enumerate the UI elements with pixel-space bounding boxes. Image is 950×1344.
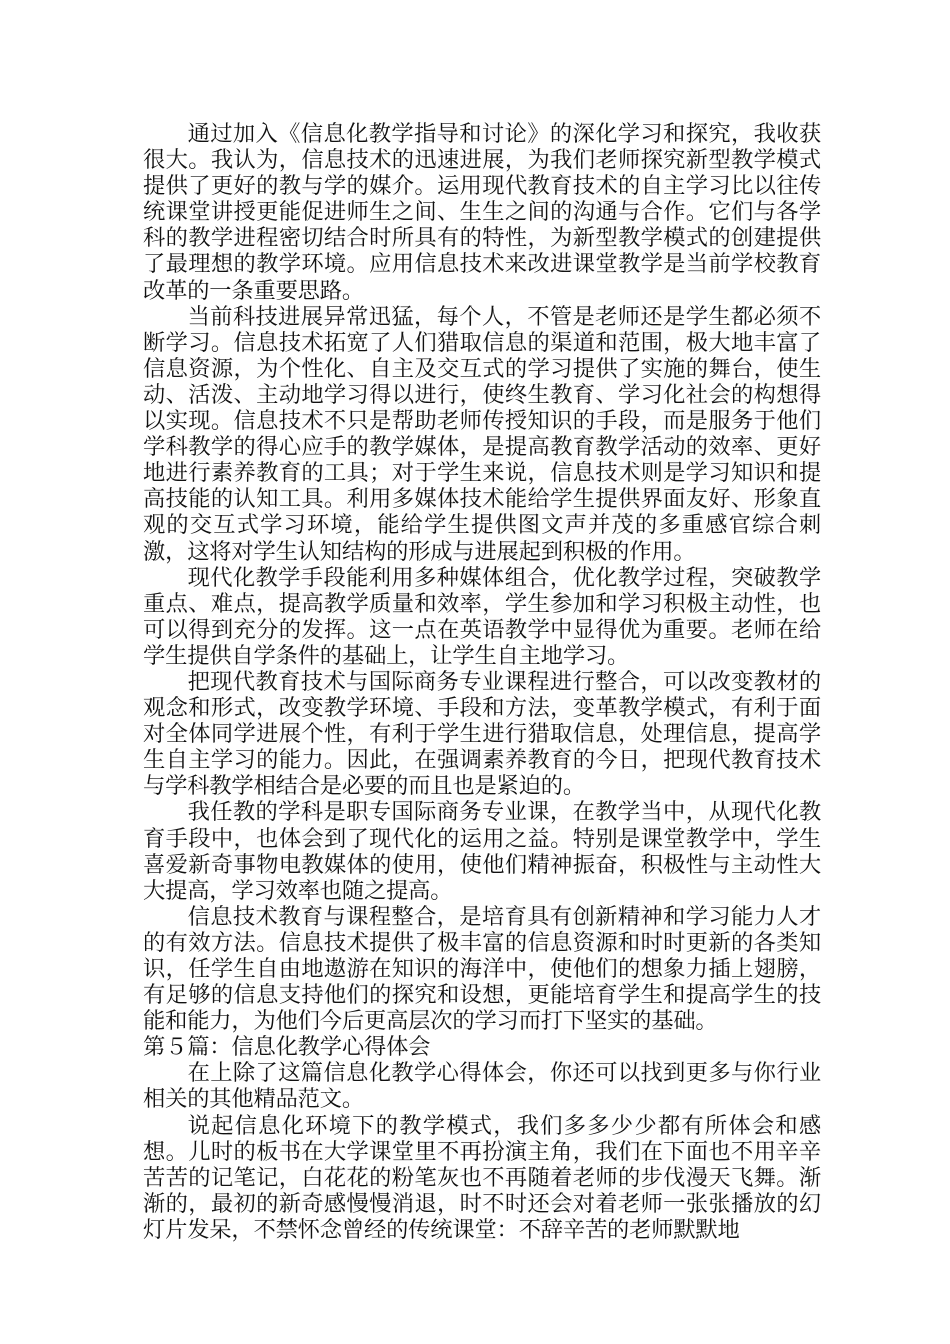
paragraph-8: 说起信息化环境下的教学模式，我们多多少少都有所体会和感想。儿时的板书在大学课堂里不再扮演主角，我们在下面也不用辛辛苦苦的记笔记，白花花的粉笔灰也不再随着老师的步伐漫天飞舞。渐渐的，最初的新奇感慢慢消退，时不时还会对着老师一张张播放的幻灯片发呆，不禁怀念曾经的传统课堂：不辞辛苦的老师默默地 — [143, 1112, 821, 1243]
paragraph-5: 我任教的学科是职专国际商务专业课，在教学当中，从现代化教育手段中，也体会到了现代化的运用之益。特别是课堂教学中，学生喜爱新奇事物电教媒体的使用，使他们精神振奋，积极性与主动性大大提高，学习效率也随之提高。 — [143, 799, 821, 904]
paragraph-1: 通过加入《信息化教学指导和讨论》的深化学习和探究，我收获很大。我认为，信息技术的迅速进展，为我们老师探究新型教学模式提供了更好的教与学的媒介。运用现代教育技术的自主学习比以往传统课堂讲授更能促进师生之间、生生之间的沟通与合作。它们与各学科的教学进程密切结合时所具有的特性，为新型教学模式的创建提供了最理想的教学环境。应用信息技术来改进课堂教学是当前学校教育改革的一条重要思路。 — [143, 121, 821, 304]
paragraph-3: 现代化教学手段能利用多种媒体组合，优化教学过程，突破教学重点、难点，提高教学质量和效率，学生参加和学习积极主动性，也可以得到充分的发挥。这一点在英语教学中显得优为重要。老师在给学生提供自学条件的基础上，让学生自主地学习。 — [143, 564, 821, 669]
paragraph-7: 在上除了这篇信息化教学心得体会，你还可以找到更多与你行业相关的其他精品范文。 — [143, 1060, 821, 1113]
section-heading: 第５篇：信息化教学心得体会 — [143, 1034, 431, 1061]
paragraph-4: 把现代教育技术与国际商务专业课程进行整合，可以改变教材的观念和形式，改变教学环境、手段和方法，变革教学模式，有利于面对全体同学进展个性，有利于学生进行猎取信息，处理信息，提高学生自主学习的能力。因此，在强调素养教育的今日，把现代教育技术与学科教学相结合是必要的而且也是紧迫的。 — [143, 668, 821, 800]
document-body — [143, 121, 821, 1243]
paragraph-2: 当前科技进展异常迅猛，每个人，不管是老师还是学生都必须不断学习。信息技术拓宽了人们猎取信息的渠道和范围，极大地丰富了信息资源，为个性化、自主及交互式的学习提供了实施的舞台，使生动、活泼、主动地学习得以进行，使终生教育、学习化社会的构想得以实现。信息技术不只是帮助老师传授知识的手段，而是服务于他们学科教学的得心应手的教学媒体，是提高教育教学活动的效率、更好地进行素养教育的工具；对于学生来说，信息技术则是学习知识和提高技能的认知工具。利用多媒体技术能给学生提供界面友好、形象直观的交互式学习环境，能给学生提供图文声并茂的多重感官综合刺激，这将对学生认知结构的形成与进展起到积极的作用。 — [143, 303, 821, 565]
paragraph-6: 信息技术教育与课程整合，是培育具有创新精神和学习能力人才的有效方法。信息技术提供了极丰富的信息资源和时时更新的各类知识，任学生自由地遨游在知识的海洋中，使他们的想象力插上翅膀，有足够的信息支持他们的探究和设想，更能培育学生和提高学生的技能和能力，为他们今后更高层次的学习而打下坚实的基础。 — [143, 903, 821, 1035]
